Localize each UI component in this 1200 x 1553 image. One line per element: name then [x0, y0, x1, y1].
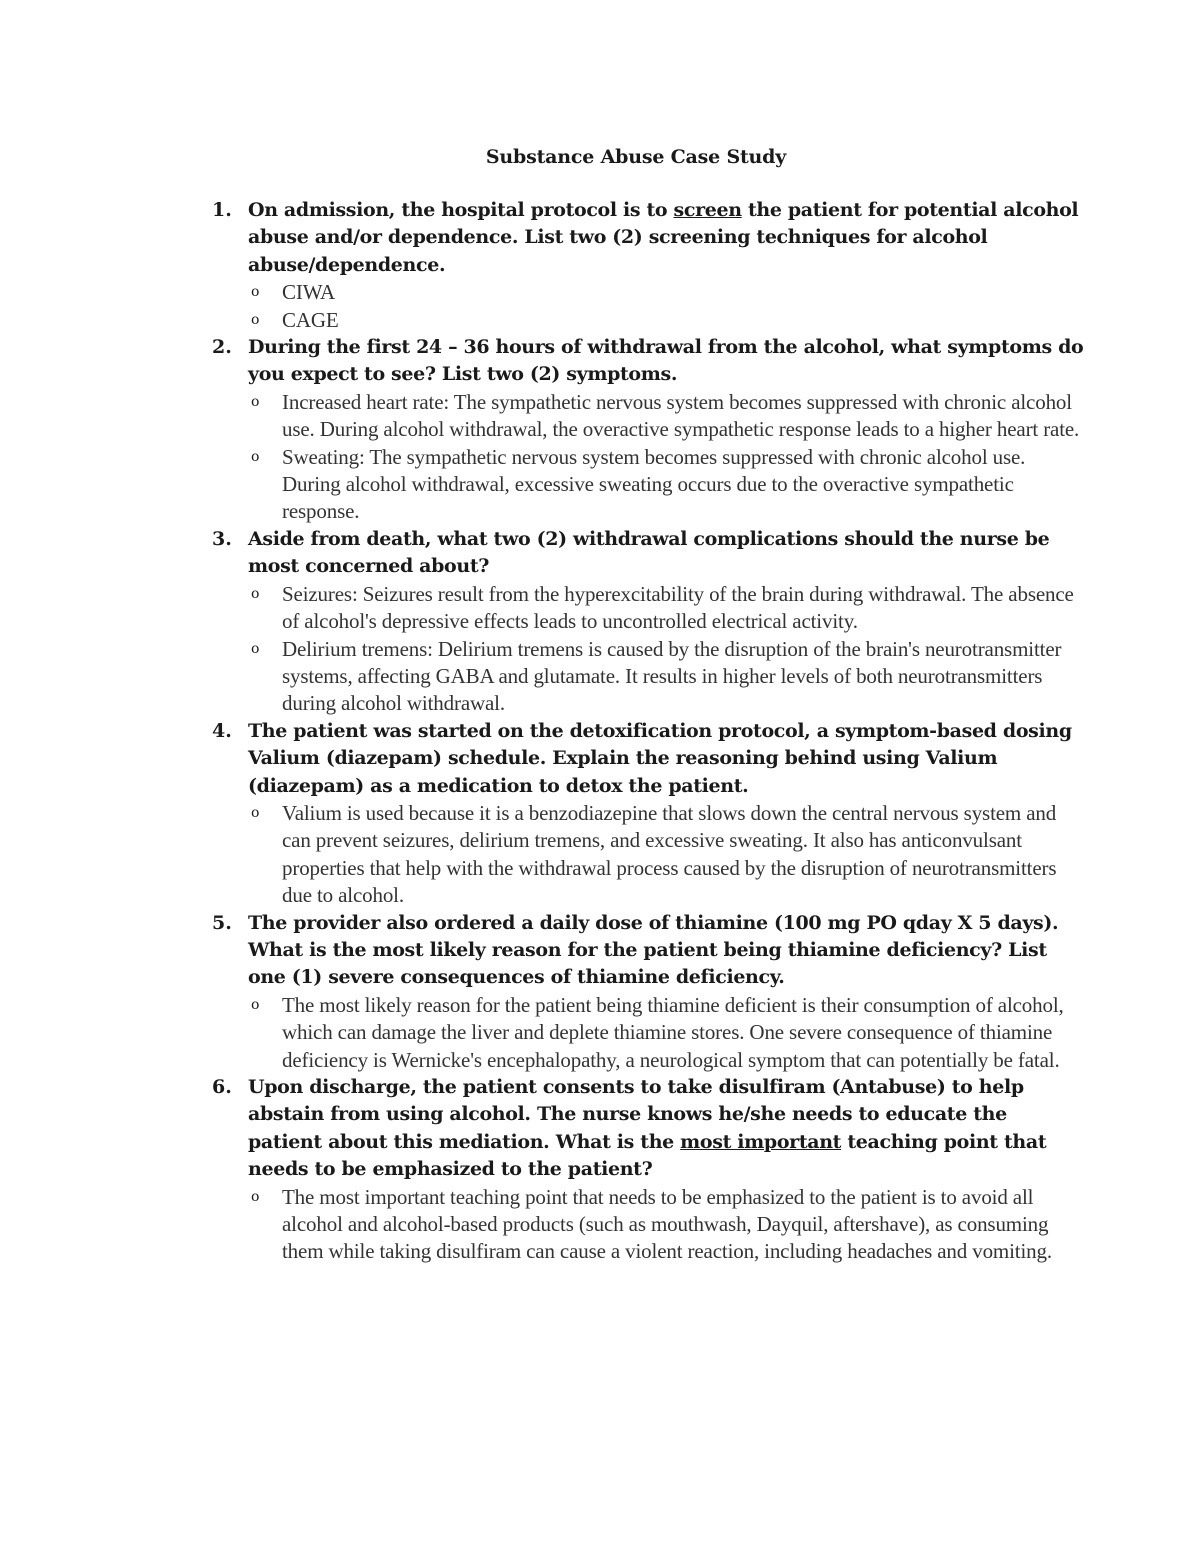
answer-item [248, 389, 1085, 444]
document-body [205, 197, 1085, 1266]
question-number: 4. [212, 719, 232, 742]
question-text: During the first 24 – 36 hours of withdrawal from the alcohol, what symptoms do you expect to see? List two (2) symptoms. [248, 336, 1084, 386]
answer-list [248, 279, 1085, 334]
question-text: The patient was started on the detoxification protocol, a symptom-based dosing Valium (diazepam) schedule. Explain the reasoning behind using Valium (diazepam) as a medication to detox the patient. [248, 719, 1072, 797]
answer-text: Sweating: The sympathetic nervous system becomes suppressed with chronic alcohol use. During alcohol withdrawal, excessive sweating occurs due to the overactive sympathetic response. [282, 444, 1026, 524]
circle-bullet-icon: o [251, 448, 260, 465]
question-2 [205, 334, 1085, 526]
answer-item [248, 581, 1085, 636]
question-5 [205, 910, 1085, 1074]
question-text [248, 197, 1085, 279]
circle-bullet-icon: o [251, 284, 260, 301]
circle-bullet-icon: o [251, 311, 260, 328]
answer-list [248, 1184, 1085, 1266]
answer-item [248, 636, 1085, 718]
question-1 [205, 197, 1085, 334]
answer-text: The most important teaching point that needs to be emphasized to the patient is to avoid all alcohol and alcohol-based products (such as mouthwash, Dayquil, aftershave), as consuming them while taking disulfiram can cause a violent reaction, including headaches and vomiting. [282, 1184, 1052, 1264]
question-text-part: the patient for potential alcohol abuse and/or dependence. List two (2) screening techniques for alcohol abuse/dependence. [248, 199, 1079, 276]
answer-item [248, 279, 1085, 306]
answer-list [248, 581, 1085, 718]
answer-text: Seizures: Seizures result from the hyperexcitability of the brain during withdrawal. The absence of alcohol's depressive effects leads to uncontrolled electrical activity. [282, 581, 1074, 634]
circle-bullet-icon: o [251, 585, 260, 602]
answer-item [248, 1184, 1085, 1266]
question-text-part: teaching point that needs to be emphasized to the patient? [248, 1130, 1047, 1181]
question-number: 2. [212, 336, 232, 359]
question-number: 5. [212, 911, 232, 934]
answer-item [248, 444, 1085, 526]
document-title: Substance Abuse Case Study [485, 146, 787, 168]
question-4 [205, 718, 1085, 910]
answer-item [248, 800, 1085, 910]
question-number: 1. [212, 199, 232, 221]
answer-text: Increased heart rate: The sympathetic nervous system becomes suppressed with chronic alcohol use. During alcohol withdrawal, the overactive sympathetic response leads to a higher heart rate. [282, 389, 1080, 442]
circle-bullet-icon: o [251, 393, 260, 410]
question-number: 6. [212, 1076, 232, 1098]
question-text: The provider also ordered a daily dose of thiamine (100 mg PO qday X 5 days). What is the most likely reason for the patient being thiamine deficiency? List one (1) severe consequences of thiamine deficiency. [248, 911, 1059, 989]
underlined-term: most important [680, 1130, 842, 1153]
answer-text: CIWA [282, 280, 336, 305]
answer-text: CAGE [282, 307, 339, 332]
circle-bullet-icon: o [251, 640, 260, 657]
answer-text: Delirium tremens: Delirium tremens is caused by the disruption of the brain's neurotransmitter systems, affecting GABA and glutamate. It results in higher levels of both neurotransmitters during alcohol withdrawal. [282, 636, 1062, 716]
question-text-part: On admission, the hospital protocol is to [248, 199, 674, 221]
question-text [248, 1074, 1085, 1184]
circle-bullet-icon: o [251, 996, 260, 1013]
answer-item [248, 992, 1085, 1074]
question-list [205, 197, 1085, 1266]
circle-bullet-icon: o [251, 1188, 260, 1205]
question-3 [205, 526, 1085, 718]
question-6 [205, 1074, 1085, 1266]
answer-list [248, 800, 1085, 910]
answer-text: The most likely reason for the patient being thiamine deficient is their consumption of alcohol, which can damage the liver and deplete thiamine stores. One severe consequence of thiamine deficiency is Wernicke's encephalopathy, a neurological symptom that can potentially be fatal. [282, 992, 1064, 1072]
question-text: Aside from death, what two (2) withdrawal complications should the nurse be most concerned about? [248, 527, 1050, 578]
answer-list [248, 992, 1085, 1074]
circle-bullet-icon: o [251, 804, 260, 821]
question-text-part: Upon discharge, the patient consents to take disulfiram (Antabuse) to help abstain from using alcohol. The nurse knows he/she needs to educate the patient about this mediation. What is the [248, 1076, 1024, 1153]
question-number: 3. [212, 527, 232, 550]
answer-item [248, 307, 1085, 334]
underlined-term: screen [673, 199, 742, 221]
answer-list [248, 389, 1085, 526]
answer-text: Valium is used because it is a benzodiazepine that slows down the central nervous system and can prevent seizures, delirium tremens, and excessive sweating. It also has anticonvulsant properties that help with the withdrawal process caused by the disruption of neurotransmitters due to alcohol. [282, 800, 1057, 908]
